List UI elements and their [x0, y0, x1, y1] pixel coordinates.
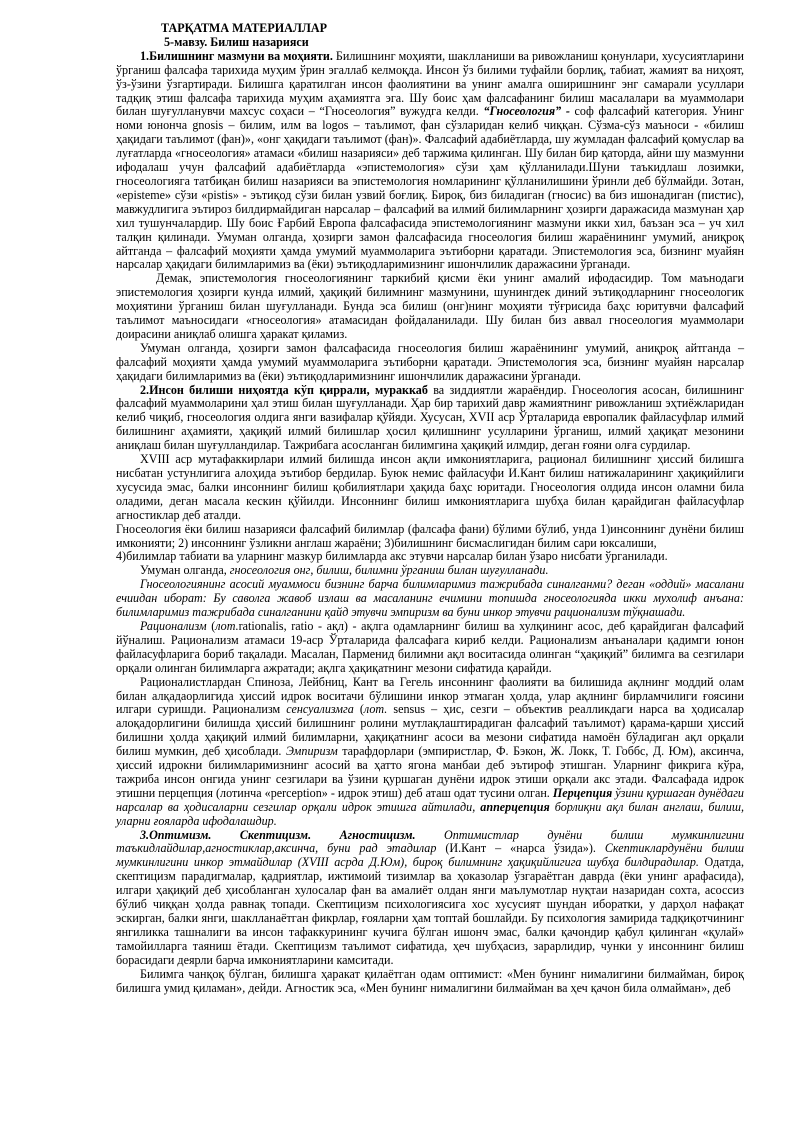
paragraph-8: Умуман олганда, гносеология онг, билиш, билимни ўрганиш билан шуғулланади. [140, 563, 549, 578]
paragraph-11: Рационалистлардан Спиноза, Лейбниц, Кант ва Гегель инсоннинг фаолияти ва билишида ақлнинг моддий олам билан алқадаорлигида ҳиссий идрок воситачи бўлишини инкор этмаган ҳолда, улар ақлнинг бирламчилиги ғоясини илгари суришди. Рационализм сенсуализмга (лот. sensus – ҳис, сезги – объектив реалликдаги нарса ва ҳодисалар алоқадорлигини билишда ҳиссий билишнинг ролини мутлақлаштирадиган фалсафий таълимот) қарама-қарши ҳиссий билишни ҳолда ҳақиқий илмий билимларни, ҳақиқатнинг асоси ва мезони сифатида намоён бўладиган ақл орқали билиш мумкин, деб ҳисоблади. Эмпиризм тарафдорлари (эмпиристлар, Ф. Бэкон, Ж. Локк, Т. Гоббс, Д. Юм), аксинча, ҳиссий идрокни билимларимизнинг асосий ва ҳатто ягона манбаи деб эътироф этишган. Уларнинг фикрига кўра, тажриба инсон онгида унинг сезгилари ва ўзини қуршаган дунёни идрок этиши орқали акс этади. Фалсафада идрок этишни перцепция (лотинча «perception» - идрок этиш) деб аташ одат тусини олган. Перцепция ўзини қуршаган дунёдаги нарсалар ва ҳодисаларни сезгилар орқали идрок этишга айтилади, апперцепция борлиқни ақл билан англаш, билиш, уларни ғояларда ифодалашдир. [116, 674, 744, 828]
term-perception: Перцепция [552, 785, 613, 800]
paragraph-12: 3.Оптимизм. Скептицизм. Агностицизм. Оптимистлар дунёни билиш мумкинлигини таъкидлайдилар,агностиклар,аксинча, буни рад этадилар (И.Кант – «нарса ўзида»). Скептиклардунёни билиш мумкинлигини инкор этмайдилар (XVIII асрда Д.Юм), бироқ билимнинг ҳақиқийлигига шубҳа билдирадилар. Одатда, скептицизм парадигмалар, қадриятлар, ижтимоий тизимлар ва ҳоказолар ўзгараётган даврда (ёки унинг арафасида), илгари ҳақиқий деб ҳисобланган хулосалар фан ва амалиёт олдан янги маълумотлар нуқтаи назаридан сохта, асоссиз бўлиб чиққан ҳолда равнақ топади. Скептицизм психологиясига хос хусусият шундан иборатки, у дарҳол нафақат эскирган, балки янги, шаклланаётган фикрлар, ғояларни ҳам топтай бошлайди. Бу психология замирида тадқиқотчининг янгиликка ташналиги ва инсон тафаккурининг кучига бўлган ишонч эмас, балки қачондир қабул қилинган «қулай» тамойилларга таяниш ётади. Скептицизм таълимот сифатида, ҳеч шубҳасиз, зарарлидир, чунки у инсоннинг билиш борасидаги деярли барча имкониятларини камситади. [116, 827, 745, 967]
document-title: ТАРҚАТМА МАТЕРИАЛЛАР [161, 21, 327, 35]
document-subtitle: 5-мавзу. Билиш назарияси [164, 34, 309, 49]
paragraph-10: Рационализм (лот.rationalis, ratio - ақл) - ақлга одамларнинг билиш ва хулқининг асос, деб қарайдиган фалсафий йўналиш. Рационализм атамаси 19-аср Ўрталарида фалсафага кириб келди. Рационализм анъаналари қадимги юнон файласуфларига бориб тақалади. Масалан, Парменид билимни ақл воситасида олинган “ҳақиқий” билимга ва сезгилари орқали олинган билимларга ажратади; ақлга ҳақиқатнинг мезони сифатида қарайди. [116, 618, 744, 675]
paragraph-2: Демак, эпистемология гносеологиянинг таркибий қисми ёки унинг амалий ифодасидир. Том маънодаги эпистемология ҳозирги кунда илмий, ҳақиқий билимнинг мазмунини, шунингдек диний эътиқодларнинг гносеологик моҳиятини ўрганиш билан шуғулланади. Бунда эса билиш (онг)нинг моҳияти тўғрисида баҳс юритувчи фалсафий таълимот маъносидаги «гносеология» атамасидан фойдаланилади. Шу билан биз аввал гносеология муаммолари доирасини аниқлаб олишга ҳаракат қиламиз. [116, 271, 744, 341]
paragraph-5: XVIII аср мутафаккирлари илмий билишда инсон ақли имкониятларига, рационал билишнинг ҳиссий билишга нисбатан устунлигига алоҳида эътибор бердилар. Буюк немис файласуфи И.Кант билиш натижаларининг ҳақиқийлиги хусусида эмас, балки инсоннинг билиш қобилиятлари ҳақида баҳс юритади. Гносеология олдида инсон оламни била оладими, деган масала кескин қўйилди. Инсоннинг билиш имкониятларига шубҳа билан қарайдиган файласуфлар агностиклар деб аталди. [116, 452, 744, 522]
term-empiricism: Эмпиризм [285, 744, 338, 759]
paragraph-3: Умуман олганда, ҳозирги замон фалсафасида гносеология билиш жараёнининг умумий, аниқроқ айтганда – фалсафий моҳияти ҳамда умумий муаммоларига эътиборни қаратади. Эпистемология эса, бизнинг муайян нарсалар ҳақидаги билимларимиз ва (ёки) эътиқодларимизнинг ишончлилик даражасини ўрганади. [116, 340, 744, 383]
section-heading-3: 3.Оптимизм. Скептицизм. Агностицизм. [140, 827, 416, 842]
term-rationalism: Рационализм [140, 618, 207, 633]
paragraph-7: 4)билимлар табиати ва уларнинг мазкур билимларда акс этувчи нарсалар билан ўзаро нисбати ўрганилади. [116, 549, 668, 564]
paragraph-13: Билимга чанқоқ бўлган, билишга ҳаракат қилаётган одам оптимист: «Мен бунинг нималигини билмайман, бироқ билишга умид қиламан», дейди. Агностик эса, «Мен бунинг нималигини билмайман ва ҳеч қачон била олмайман», деб [116, 966, 744, 995]
paragraph-9: Гносеологиянинг асосий муаммоси бизнинг барча билимларимиз тажрибада синалганми? деган «оддий» масалани ечиидан иборат: Бу саволга жавоб излаш ва масаланинг ечимини топишда гносеологияда икки мухолиф анъана: билимларимиз тажрибада синалганини қайд этувчи эмпиризм ва буни инкор этувчи рационализм тўқнашади. [116, 577, 744, 620]
paragraph-4: 2.Инсон билиши ниҳоятда кўп қиррали, мураккаб ва зиддиятли жараёндир. Гносеология асосан, билишнинг фалсафий муаммоларини ҳал этиш билан шуғулланади. Ҳар бир тарихий давр жамиятнинг ривожланиш эҳтиёжларидан келиб чиқиб, гносеология олдига янги вазифалар қўйяди. Хусусан, XVII аср Ўрталарида европалик файласуфлар илмий билишнинг аҳамияти, ҳақиқий илмий билишлар ҳосил қилишнинг усулларини ўрганиш, илмий ҳақиқат мезонини аниқлаш билан шуғулландилар. Тажрибага асосланган билимгина ҳақиқий илмдир, деган ғояни олға сурдилар. [116, 382, 744, 453]
paragraph-1: 1.Билишнинг мазмуни ва моҳияти. Билишнинг моҳияти, шаклланиши ва ривожланиш қонунлари, хусусиятларини ўрганиш фалсафа тарихида муҳим ўрин эгаллаб келмоқда. Инсон ўз билими туфайли борлиқ, табиат, жамият ва ниҳоят, ўз-ўзини ўзгартиради. Билишга қаратилган инсон фаолиятини ва унинг амалга оширишнинг энг самарали усуллари тадқиқ этиш фалсафа тарихида муҳим аҳамиятга эга. Шу боис ҳам фалсафанинг билиш масалалари ва муаммолари билан шуғулланувчи махсус соҳаси – “Гносеология” вужудга келди. “Гносеология” - соф фалсафий категория. Унинг номи юнонча gnosis – билим, илм ва logos – таълимот, фан сўзларидан келиб чиққан. Сўзма-сўз маъноси - «билиш ҳақидаги таълимот (фан)», «онг ҳақидаги таълимот (фан)». Фалсафий адабиётларда, шу жумладан фалсафий қомуслар ва луғатларда «гносеология» атамаси «билиш назарияси» деб таржима қилинган. Шу билан бир қаторда, айни шу мазмунни ифодалаш учун фалсафий адабиётларда «эпистемология» сўзи ҳам қўлланилади.Шуни таъкидлаш лозимки, гносеологияга татбиқан билиш назарияси ва эпистемология номларининг қўлланилишини ўринли деб бўлмайди. Зотан, «episteme» сўзи «pistis» - эътиқод сўзи билан узвий боғлиқ. Бироқ, биз биладиган (гносис) ва биз ишонадиган (пистис), мавжудлигига эътироз билдирмайдиган нарсалар – фалсафий ва илмий билимларнинг ҳозирги даражасида мазмунан ҳар хил тушунчалардир. Шу боис Ғарбий Европа фалсафасида эпистемологиянинг мазмуни икки хил, баъзан эса – уч хил талқин қилинади. Умуман олганда, ҳозирги замон фалсафасида гносеология билиш жараёнининг умумий, аниқроқ айтганда – фалсафий моҳияти ҳамда умумий муаммоларига эътиборни қаратади. Эпистемология эса, бизнинг муайян нарсалар ҳақидаги билимларимиз ва (ёки) эътиқодларимизнинг ишончлилик даражасини ўрганади. [116, 48, 744, 272]
section-heading-2: 2.Инсон билиши ниҳоятда кўп қиррали, мураккаб [140, 382, 428, 397]
paragraph-6: Гносеология ёки билиш назарияси фалсафий билимлар (фалсафа фани) бўлими бўлиб, унда 1)инсоннинг дунёни билиш имконияти; 2) инсоннинг ўзликни англаш жараёни; 3)билишнинг бисмаслигидан билим сари юксалиши, [116, 521, 744, 550]
section-heading-1: 1.Билишнинг мазмуни ва моҳияти. [140, 48, 333, 63]
term-apperception: апперцепция [480, 799, 550, 814]
term-gnoseology: “Гносеология” - [483, 104, 570, 119]
